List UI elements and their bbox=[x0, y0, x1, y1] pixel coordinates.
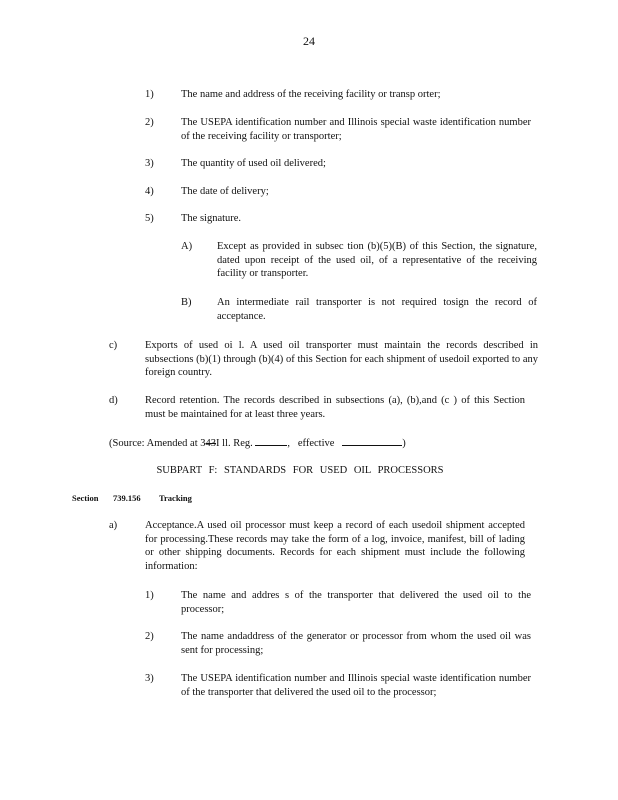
section-number: 739.156 bbox=[113, 493, 141, 503]
source-prefix: (Source: Amended at 3 bbox=[109, 438, 206, 449]
paragraph-text: Acceptance.A used oil processor must keep a record of each usedoil shipment accepted for processing.These records may take the form of a log, invoice, manifest, bill of lading or other shipping documents. Records for each shipment must include the following information: bbox=[145, 520, 525, 572]
item-text: The name andaddress of the generator or processor from whom the used oil was sent for processing; bbox=[181, 631, 531, 656]
item-text: An intermediate rail transporter is not required tosign the record of acceptance. bbox=[217, 297, 537, 322]
source-after: I ll. Reg. bbox=[216, 438, 253, 449]
item-text: The name and addres s of the transporter that delivered the used oil to the processor; bbox=[181, 590, 531, 615]
page-number: 24 bbox=[303, 34, 315, 48]
subpart-heading: SUBPART F: STANDARDS FOR USED OIL PROCESSORS bbox=[156, 465, 444, 476]
source-note bbox=[109, 436, 406, 451]
source-struck-text: 43 bbox=[205, 438, 217, 449]
item-text: The USEPA identification number and Illinois special waste identification number of the transporter that delivered the used oil to the processor; bbox=[181, 673, 531, 698]
paragraph-text: Exports of used oi l. A used oil transporter must maintain the records described in subsections (b)(1) through (b)(4) of this Section for each shipment of usedoil exported to any foreign country. bbox=[145, 340, 538, 379]
item-number: 2) bbox=[145, 631, 154, 642]
item-text: The name and address of the receiving facility or transp orter; bbox=[181, 89, 441, 100]
section-label: Section bbox=[72, 493, 99, 503]
item-text: The date of delivery; bbox=[181, 186, 269, 197]
source-volume-blank bbox=[255, 436, 287, 446]
item-number: 3) bbox=[145, 158, 154, 169]
item-text: The signature. bbox=[181, 213, 242, 224]
item-number: 1) bbox=[145, 590, 154, 601]
item-number: 5) bbox=[145, 213, 154, 224]
item-number: 1) bbox=[145, 89, 154, 100]
item-text: Except as provided in subsec tion (b)(5)(B) of this Section, the signature, dated upon receipt of the used oil, of a representative of the receiving facility or transporter. bbox=[217, 241, 537, 280]
item-number: 4) bbox=[145, 186, 154, 197]
section-title: Tracking bbox=[159, 493, 192, 503]
item-text: The quantity of used oil delivered; bbox=[181, 158, 326, 169]
source-close: ) bbox=[402, 438, 406, 449]
paragraph-text: Record retention. The records described in subsections (a), (b),and (c ) of this Section must be maintained for at least three years. bbox=[145, 395, 525, 420]
item-number: 2) bbox=[145, 117, 154, 128]
source-date-blank bbox=[342, 436, 402, 446]
source-comma: , bbox=[287, 438, 291, 449]
item-number: 3) bbox=[145, 673, 154, 684]
paragraph-letter: c) bbox=[109, 340, 118, 351]
item-number: B) bbox=[181, 297, 192, 308]
item-number: A) bbox=[181, 241, 193, 252]
paragraph-letter: d) bbox=[109, 395, 118, 406]
source-effective: effective bbox=[297, 438, 335, 449]
item-text: The USEPA identification number and Illinois special waste identification number of the receiving facility or transporter; bbox=[181, 117, 531, 142]
paragraph-letter: a) bbox=[109, 520, 118, 531]
